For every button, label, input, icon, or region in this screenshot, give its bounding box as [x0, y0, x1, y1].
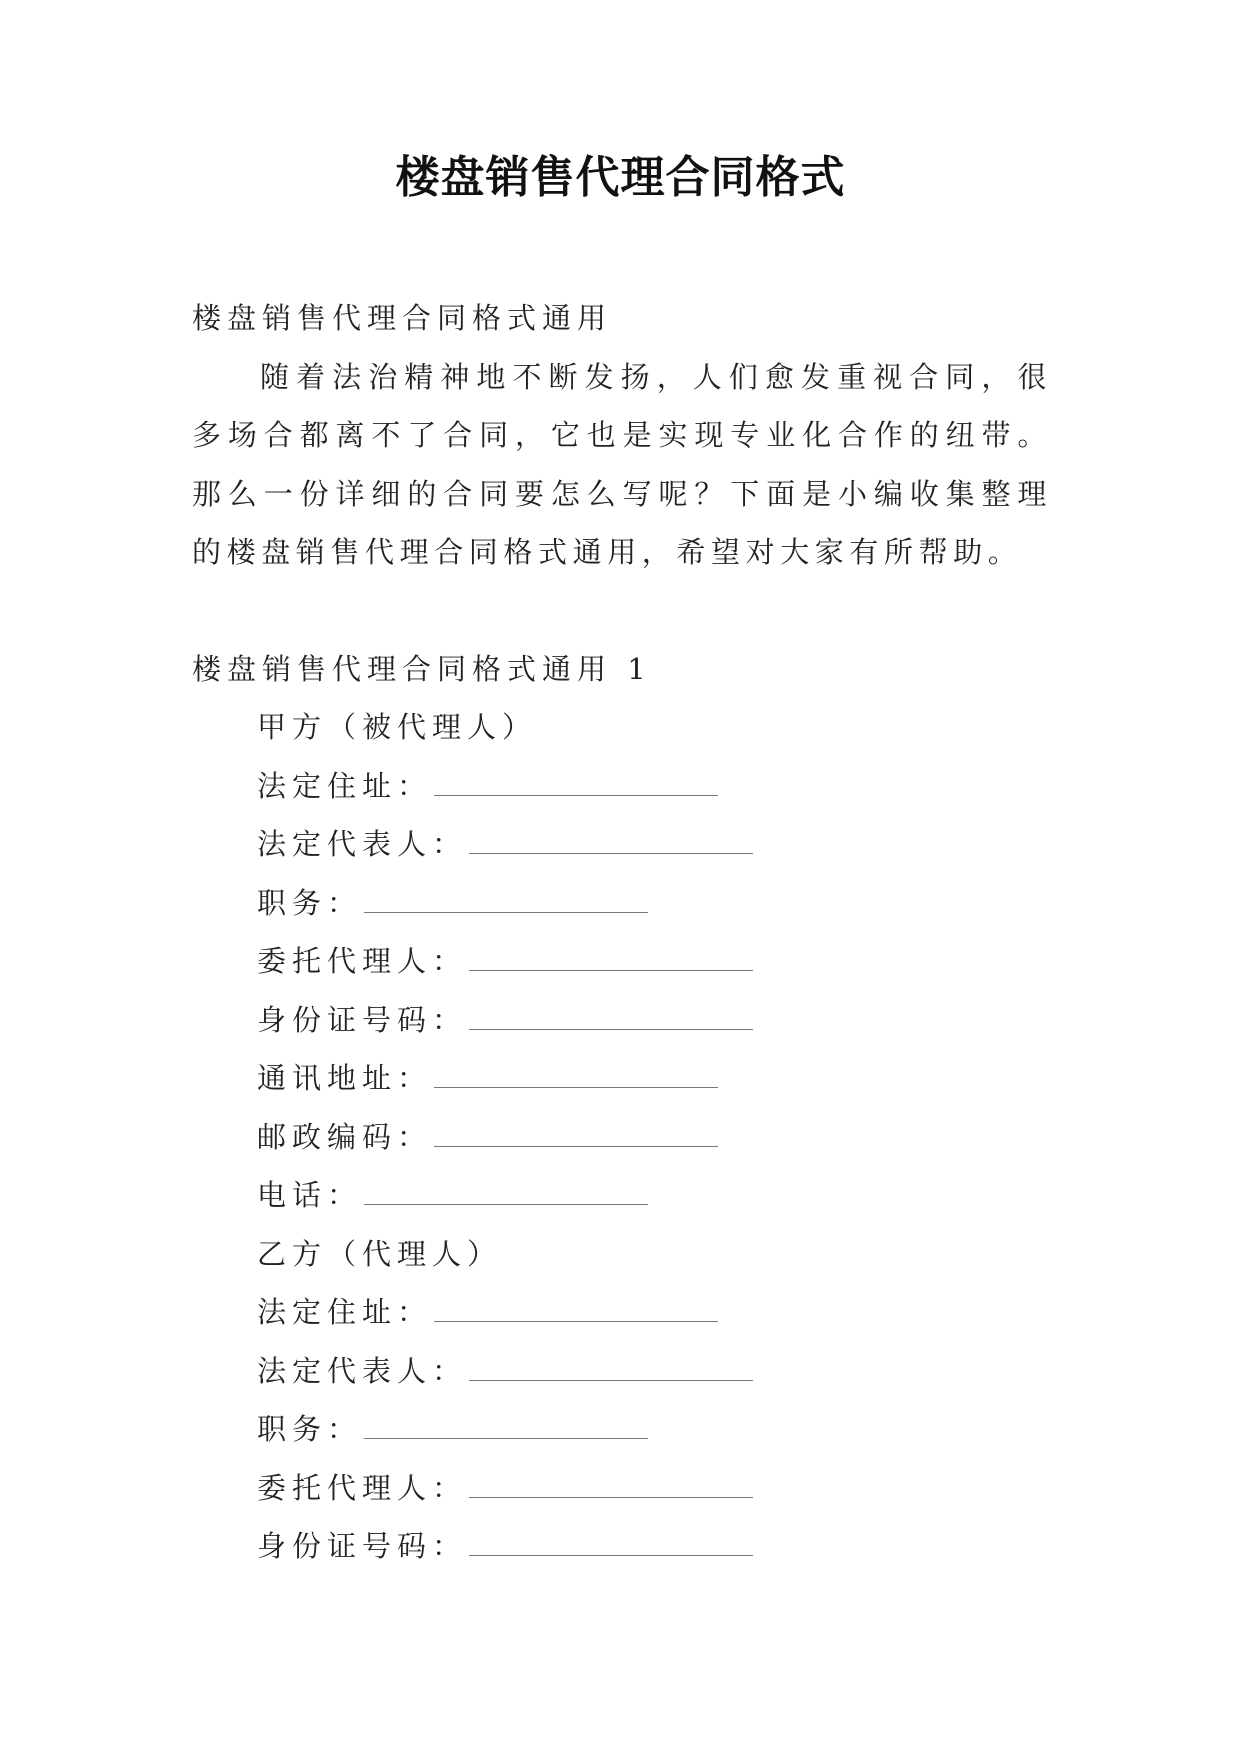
party-a-position-field	[192, 874, 1052, 933]
blank-line	[364, 1198, 648, 1205]
field-label: 身份证号码：	[257, 1529, 468, 1563]
field-label: 法定代表人：	[257, 827, 468, 861]
blank-line	[434, 1315, 718, 1322]
blank-line	[434, 789, 718, 796]
section-spacer	[192, 582, 1052, 640]
document-body	[192, 289, 1052, 1576]
field-label: 委托代理人：	[257, 1470, 468, 1505]
blank-line	[469, 1374, 753, 1381]
party-a-heading-text: 甲方（被代理人）	[257, 710, 538, 744]
blank-line	[364, 906, 648, 913]
blank-line	[469, 847, 753, 854]
blank-line	[434, 1081, 718, 1088]
blank-line	[434, 1140, 718, 1147]
field-label: 邮政编码：	[257, 1119, 433, 1154]
field-label: 身份证号码：	[257, 1002, 468, 1037]
party-b-agent-field	[192, 1459, 1052, 1518]
party-b-representative-field	[192, 1342, 1052, 1401]
party-a-address-field	[192, 757, 1052, 816]
blank-line	[469, 1023, 753, 1030]
blank-line	[469, 964, 753, 971]
field-label: 电话：	[257, 1178, 363, 1212]
party-a-postcode-field	[192, 1108, 1052, 1167]
field-label: 职务：	[257, 1412, 363, 1446]
field-label: 委托代理人：	[257, 944, 468, 978]
party-a-phone-field	[192, 1166, 1052, 1225]
blank-line	[469, 1549, 753, 1556]
field-label: 通讯地址：	[257, 1061, 433, 1095]
section-heading: 楼盘销售代理合同格式通用 1	[192, 651, 652, 686]
document-subtitle: 楼盘销售代理合同格式通用	[192, 301, 613, 335]
field-label: 法定代表人：	[257, 1353, 468, 1388]
field-label: 法定住址：	[257, 1295, 433, 1329]
intro-paragraph: 随着法治精神地不断发扬，人们愈发重视合同，很多场合都离不了合同，它也是实现专业化合作的纽带。那么一份详细的合同要怎么写呢？下面是小编收集整理的楼盘销售代理合同格式通用，希望对大家有所帮助。	[192, 359, 1052, 569]
party-a-representative-field	[192, 815, 1052, 874]
party-a-id-field	[192, 991, 1052, 1050]
party-a-mailing-address-field	[192, 1049, 1052, 1108]
party-a-heading	[192, 698, 1052, 757]
party-b-address-field	[192, 1283, 1052, 1342]
blank-line	[364, 1432, 648, 1439]
party-a-agent-field	[192, 932, 1052, 991]
document-title: 楼盘销售代理合同格式	[395, 152, 846, 203]
party-b-heading-text: 乙方（代理人）	[257, 1236, 503, 1271]
field-label: 法定住址：	[257, 768, 433, 803]
party-b-id-field	[192, 1517, 1052, 1576]
party-b-position-field	[192, 1400, 1052, 1459]
blank-line	[469, 1491, 753, 1498]
party-b-heading	[192, 1225, 1052, 1284]
field-label: 职务：	[257, 885, 363, 920]
